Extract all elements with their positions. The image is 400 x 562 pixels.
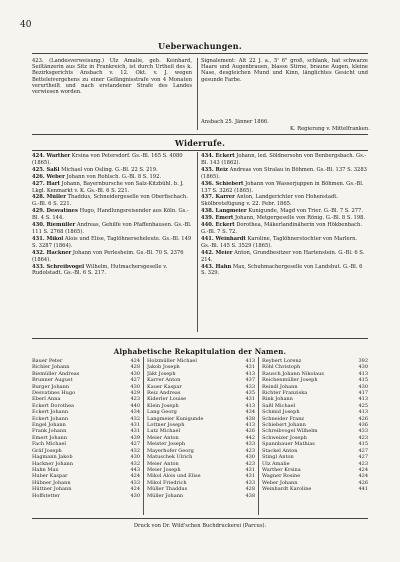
entry-number: 443.: [201, 263, 216, 270]
entry-number: 441.: [201, 235, 216, 242]
index-entry-number: 427: [358, 454, 368, 461]
index-entry-number: 413: [245, 358, 255, 364]
widerruf-entry: [32, 153, 194, 167]
names-column-2: [147, 358, 255, 499]
index-entry-number: 430: [130, 492, 140, 499]
index-name: Richter Franziska: [262, 390, 308, 397]
page-number: 40: [20, 20, 32, 30]
widerruf-entry: [201, 194, 368, 208]
rule-before-footer: [32, 518, 368, 519]
index-name: Lottner Joseph: [147, 422, 185, 429]
rule-under-heading: [32, 53, 368, 54]
index-name: Eckert Dorothea: [32, 402, 75, 409]
index-name: Weinhardt Karoline: [262, 486, 312, 493]
index-entry-number: 430: [130, 454, 140, 461]
entry-number: 438.: [201, 208, 216, 215]
widerrufe-left-column: [32, 153, 194, 277]
widerruf-entry: [32, 236, 194, 250]
index-name: Weber Johann: [262, 479, 298, 486]
entry-423-signature: K. Regierung v. Mittelfranken.: [290, 126, 370, 132]
widerruf-entry: [32, 208, 194, 222]
names-column-3: [262, 358, 368, 493]
entry-text: Krsina von Petersdorf. Gs.-Bl. 165 S. 4080 (1865).: [32, 153, 183, 166]
index-name: Bichler Johann: [32, 364, 70, 371]
index-name: Matuschek Ulrich: [147, 454, 193, 461]
entry-surname: Eckert: [215, 153, 235, 159]
index-name: Biemüller Andreas: [32, 370, 80, 377]
entry-number: 429.: [32, 208, 47, 215]
index-name: Reybert Lorenz: [262, 358, 302, 364]
entry-surname: Warther: [46, 153, 71, 159]
widerruf-entry: [32, 167, 194, 174]
entry-423-right: Signalement: Alt 22 J. a., 5' 6" groß, schlank, hat schwarze Haare und Augenbrauen, blasse Stirne, braune Augen, kleine Nase, desgleichen Mund und Kinn, länglichtes Gesicht und gesunde Farbe.: [201, 58, 368, 83]
index-entry-number: 431: [245, 364, 255, 371]
index-entry-number: 431: [245, 466, 255, 473]
names-divider-2: [258, 357, 259, 515]
index-name: Burger Johann: [32, 383, 70, 390]
section-heading-widerrufe: Widerrufe.: [174, 138, 226, 148]
index-entry-number: 413: [358, 396, 368, 403]
index-entry-number: 432: [130, 460, 140, 467]
index-entry-number: 439: [130, 434, 140, 441]
index-entry-number: 430: [358, 364, 368, 371]
entry-text: Johann, led. Söldnersohn von Benbergsbach. Gs.-Bl. 143 (1862).: [201, 153, 367, 166]
entry-surname: Meier: [215, 249, 233, 256]
index-entry-number: 433: [358, 428, 368, 435]
index-name: Schreibvogel Wilhelm: [262, 428, 318, 435]
widerruf-entry: [201, 215, 368, 222]
index-entry-number: 431: [245, 396, 255, 403]
index-entry-number: 442: [245, 434, 255, 441]
index-name: Eckert Johann: [32, 415, 69, 422]
entry-number: 440.: [201, 222, 216, 229]
index-entry-number: 431: [130, 422, 140, 429]
index-name: Huber Kaspar: [32, 473, 68, 480]
index-name: Stackel Anton: [262, 447, 298, 454]
index-name: Hübner Johann: [32, 479, 71, 486]
index-entry-number: 438: [245, 492, 255, 499]
index-name: Saßl Michael: [262, 402, 296, 409]
names-divider-1: [143, 357, 144, 515]
index-entry-number: 423: [358, 434, 368, 441]
entry-surname: Schreibvogel: [46, 263, 85, 270]
widerruf-entry: [32, 222, 194, 236]
index-name: Wagner Rosine: [262, 473, 301, 480]
index-entry-number: 426: [358, 415, 368, 422]
index-entry-number: 433: [245, 441, 255, 448]
entry-text: Johann, Bayernbursche von Salz-Kitzbühl. b. J. Lkgl. Kenmarkt v. K. Gs.-Bl. 6 S. 221.: [32, 180, 184, 194]
rule-under-widerrufe: [32, 150, 368, 151]
index-entry-number: 432: [130, 415, 140, 422]
entry-number: 439.: [201, 215, 216, 222]
widerruf-entry: [201, 264, 368, 278]
widerruf-entry: [201, 250, 368, 264]
index-entry-number: 431: [130, 428, 140, 435]
widerruf-entry: [32, 264, 194, 278]
index-name: Hüttner Johann: [32, 486, 72, 493]
index-name: Röhl Christoph: [262, 364, 301, 371]
widerruf-entry: [32, 181, 194, 195]
index-entry-number: 443: [130, 466, 140, 473]
index-name: Brunner August: [32, 377, 73, 384]
index-entry-number: 438: [245, 415, 255, 422]
widerruf-entry: [32, 194, 194, 208]
name-index-row: [32, 493, 140, 499]
entry-surname: Karrer: [215, 194, 235, 201]
index-entry-number: 424: [130, 473, 140, 480]
index-name: Gräf Joseph: [32, 447, 62, 454]
widerruf-entry: [201, 167, 368, 181]
entry-text: Andreas von Stralau in Böhmen. Gs.-Bl. 137 S. 3283 (1865).: [201, 166, 367, 180]
index-entry-number: 413: [245, 402, 255, 409]
index-name: Schneider Franz: [262, 415, 305, 422]
index-name: Frank Johann: [32, 428, 67, 435]
index-entry-number: 427: [130, 441, 140, 448]
index-entry-number: 441: [358, 486, 368, 493]
index-name: Reichenmüller Joseph: [262, 377, 318, 384]
index-name: Lang Georg: [147, 409, 177, 416]
index-name: Schmid Joseph: [262, 409, 300, 416]
index-entry-number: 433: [245, 383, 255, 390]
index-name: Hoffstetter: [32, 492, 60, 499]
index-entry-number: 426: [358, 479, 368, 486]
index-name: Hagmann Jakob: [32, 454, 73, 461]
index-name: Eckert Johann: [32, 409, 69, 416]
index-entry-number: 434: [245, 409, 255, 416]
index-name: Rausch Johann Nikolaus: [262, 370, 324, 377]
entry-text: Thaddus, Schneidergeselle von Oberfischach. G.-Bl. 6 S. 221.: [32, 194, 188, 208]
index-name: Hahn Max: [32, 466, 59, 473]
index-entry-number: 430: [358, 383, 368, 390]
index-name: Stingl Anton: [262, 454, 294, 461]
column-divider-middle: [197, 152, 198, 332]
rule-before-recap: [32, 338, 368, 339]
widerruf-entry: [32, 250, 194, 264]
entry-surname: Eckert: [215, 222, 235, 229]
index-name: Jäkt Joseph: [147, 370, 176, 377]
index-name: Rink Johann: [262, 396, 293, 403]
index-entry-number: 427: [358, 447, 368, 454]
entry-surname: Hart: [46, 180, 60, 187]
index-entry-number: 424: [130, 358, 140, 364]
index-entry-number: 434: [130, 409, 140, 416]
index-name: Langmeier Kunigunde: [147, 415, 204, 422]
rule-before-widerrufe: [32, 134, 368, 135]
entry-surname: Langmeier: [215, 208, 247, 215]
widerruf-entry: [201, 181, 368, 195]
index-entry-number: 430: [130, 370, 140, 377]
index-entry-number: 424: [358, 473, 368, 480]
index-name: Reiz Andreas: [147, 390, 181, 397]
index-entry-number: 423: [358, 460, 368, 467]
entry-surname: Weber: [46, 173, 65, 180]
entry-surname: Schiebert: [215, 180, 244, 187]
entry-text: Johann, Metgergeselle von Rönig. G.-Bl. 8 S. 198.: [233, 215, 366, 222]
entry-text: Michael von Osling. G.-Bl. 22 S. 219.: [59, 166, 158, 173]
index-entry-number: 415: [358, 377, 368, 384]
widerrufe-right-column: [201, 153, 368, 277]
index-name: Engel Johann: [32, 422, 66, 429]
index-entry-number: 429: [130, 390, 140, 397]
entry-423-left: 423. (Landesverweisung.) Ulz Amalie, geb. Keinhard, Seiltänzerin aus Sitz in Frankreich, ist durch Urtheil des k. Bezirksgerichts Ansbach v. 12. Okt. v. J. wegen Betteleivergehens zu einer Gefängnisstrafe von 4 Monaten verurtheilt und nach erstandener Strafe des Landes verwiesen worden.: [32, 58, 192, 96]
index-entry-number: 424: [130, 486, 140, 493]
index-name: Schweizer Joseph: [262, 434, 307, 441]
index-name: Schiebert Johann: [262, 422, 306, 429]
entry-text: Karoline, Taglöhnerstochter von Marlern. Gs.-Bl. 145 S. 3529 (1865).: [201, 235, 358, 249]
entry-surname: Riemüller: [46, 222, 76, 229]
entry-423-date: Ansbach 25. Jänner 1866.: [201, 119, 269, 125]
entry-text: Alois und Elise, Taglöhnerseheleute. Gs.-Bl. 149 S. 3287 (1864).: [32, 235, 192, 249]
entry-text: Anton, Grundbesitzer von Hartenstein. G.-Bl. 6 S. 214.: [201, 249, 365, 263]
index-entry-number: 413: [358, 370, 368, 377]
index-name: Müller Thaddus: [147, 486, 188, 493]
index-name: Warther Krsina: [262, 466, 301, 473]
entry-text: Kunigunde, Magd von Trier. G.-Bl. 7 S. 277.: [246, 208, 364, 215]
index-name: Kauer Kaspar: [147, 383, 182, 390]
index-name: Fach Michael: [32, 441, 66, 448]
name-index-row: [262, 486, 368, 492]
entry-surname: Müller: [46, 194, 66, 201]
index-name: Mayerhofer Georg: [147, 447, 194, 454]
entry-surname: Mikol: [46, 235, 64, 242]
index-name: Holzmüller Michael: [147, 358, 197, 364]
entry-surname: Saßl: [46, 166, 60, 173]
entry-surname: Hackner: [46, 249, 72, 256]
index-name: Hackner Johann: [32, 460, 73, 467]
index-name: Reindl Johann: [262, 383, 298, 390]
index-entry-number: 433: [130, 479, 140, 486]
index-name: Jakob Joseph: [147, 364, 180, 371]
entry-number: 434.: [201, 153, 216, 159]
index-entry-number: 437: [245, 377, 255, 384]
index-name: Meister Joseph: [147, 441, 186, 448]
section-heading-ueberwachungen: Ueberwachungen.: [158, 41, 242, 51]
entry-text: Johann von Rohlsch. G.-Bl. 8 S. 192.: [64, 173, 162, 180]
index-name: Meier Anton: [147, 434, 179, 441]
index-entry-number: 423: [245, 460, 255, 467]
entry-surname: Reiz: [215, 166, 228, 173]
names-column-1: [32, 358, 140, 499]
index-entry-number: 423: [245, 447, 255, 454]
entry-text: Johann von Wasserjuppen in Böhmen. Gs.-Bl. 137 S. 3262 (1865).: [201, 180, 364, 194]
entry-text: Andreas, Gehilfe von Pfaffenhausen. Gs.-Bl. 111 S. 2768 (1865).: [32, 222, 192, 235]
name-index-row: [147, 493, 255, 499]
entry-surname: Desvatines: [46, 208, 78, 215]
index-name: Meier Joseph: [147, 466, 181, 473]
index-name: Lutz Michael: [147, 428, 181, 435]
widerruf-entry: [201, 236, 368, 250]
index-name: Meier Anton: [147, 460, 179, 467]
index-entry-number: 424: [358, 466, 368, 473]
index-entry-number: 413: [245, 422, 255, 429]
index-entry-number: 428: [245, 486, 255, 493]
index-name: Mikol Alois und Elise: [147, 473, 201, 480]
index-entry-number: 436: [358, 422, 368, 429]
index-entry-number: 425: [358, 402, 368, 409]
entry-number: 424.: [32, 153, 47, 159]
index-entry-number: 427: [130, 377, 140, 384]
entry-text: Max, Schuhmachergeselle von Landshut. G.-Bl. 6 S. 329.: [201, 263, 363, 277]
index-entry-number: 430: [245, 454, 255, 461]
index-name: Ulz Amalie: [262, 460, 290, 467]
index-entry-number: 432: [130, 447, 140, 454]
column-divider-top: [197, 58, 198, 130]
entry-number: 427.: [32, 180, 47, 187]
entry-number: 442.: [201, 249, 216, 256]
widerruf-entry: [32, 174, 194, 181]
printer-footer: Druck von Dr. Wild'schen Buchdruckerei (Parcus).: [133, 523, 267, 529]
index-name: Spannbauer Mathias: [262, 441, 315, 448]
index-entry-number: 423: [130, 396, 140, 403]
index-name: Karrer Anton: [147, 377, 181, 384]
entry-text: Anton, Landgerichter von Hohenstadt. Skölbretsfügung v. 22. Febr. 1865.: [201, 194, 339, 208]
index-name: Kiderler Louise: [147, 396, 187, 403]
entry-surname: Emert: [215, 215, 234, 222]
index-entry-number: 413: [358, 409, 368, 416]
index-name: Klein Joseph: [147, 402, 179, 409]
index-name: Eberl Anna: [32, 396, 61, 403]
index-entry-number: 392: [358, 358, 368, 364]
index-entry-number: 428: [130, 364, 140, 371]
index-entry-number: 440: [130, 402, 140, 409]
index-name: Müller Johann: [147, 492, 184, 499]
widerruf-entry: [201, 208, 368, 215]
index-entry-number: 433: [245, 479, 255, 486]
index-entry-number: 417: [358, 390, 368, 397]
widerruf-entry: [201, 153, 368, 167]
entry-number: 435.: [201, 166, 216, 173]
entry-number: 426.: [32, 173, 47, 180]
widerruf-entry: [201, 222, 368, 236]
entry-text: Hugo, Handlungsreisender aus Köln. Gs.-Bl. 4 S. 144.: [32, 208, 189, 222]
index-name: Bauer Peter: [32, 358, 63, 364]
entry-number: 433.: [32, 263, 47, 270]
entry-text: Dorothea, Mäkerlandinäherin von Hökbenbach. G.-Bl. 7 S. 72.: [201, 222, 363, 235]
entry-number: 428.: [32, 194, 47, 201]
index-entry-number: 415: [358, 441, 368, 448]
index-name: Mikol Friedrich: [147, 479, 187, 486]
index-entry-number: 431: [245, 473, 255, 480]
entry-number: 425.: [32, 166, 47, 173]
index-entry-number: 426: [245, 428, 255, 435]
entry-surname: Hahn: [215, 263, 232, 270]
index-name: Desvatines Hugo: [32, 390, 76, 397]
entry-surname: Weinhardt: [215, 235, 246, 242]
entry-text: Johann von Perlesheim. Gs.-Bl. 70 S. 2376 (1864).: [32, 249, 184, 263]
section-heading-recap: Alphabetische Rekapitulation der Namen.: [113, 347, 287, 356]
index-entry-number: 430: [130, 383, 140, 390]
index-name: Emert Johann: [32, 434, 67, 441]
entry-number: 436.: [201, 180, 216, 187]
entry-number: 431.: [32, 235, 47, 242]
entry-number: 430.: [32, 222, 47, 229]
entry-number: 437.: [201, 194, 216, 201]
entry-text: Wilhelm, Hutmachersgeselle v. Rudolstadt. Gs.-Bl. 6 S. 217.: [32, 263, 168, 277]
entry-number: 432.: [32, 249, 47, 256]
index-entry-number: 413: [245, 370, 255, 377]
index-entry-number: 435: [245, 390, 255, 397]
